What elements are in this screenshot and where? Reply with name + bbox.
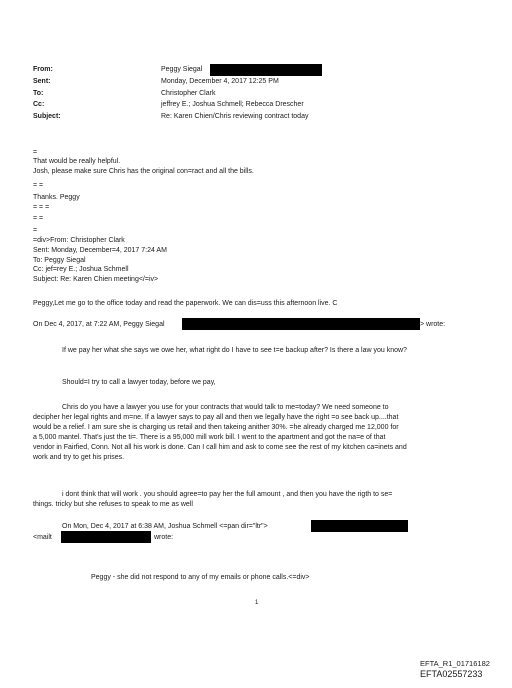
sent-label: Sent:: [33, 78, 51, 85]
reply-line: Peggy - she did not respond to any of my emails or phone calls.<=div>: [91, 574, 310, 581]
sent-value: Monday, December 4, 2017 12:25 PM: [161, 78, 279, 85]
reply-line: i dont think that will work . you should agree=to pay her the full amount , and then you have the rigth to se=: [62, 491, 393, 498]
redaction-block: [182, 318, 420, 330]
quote-header-end: > wrote:: [420, 321, 446, 328]
reply-line: things. tricky but she refuses to speak to me as well: [33, 501, 193, 508]
redaction-block: [61, 531, 151, 543]
bates-number-1: EFTA_R1_01716182: [420, 659, 490, 668]
body-line: = =: [33, 215, 44, 222]
body-line: Josh, please make sure Chris has the original con=ract and all the bills.: [33, 168, 254, 175]
mailto-suffix: wrote:: [154, 534, 174, 541]
body-line: Cc: jef=rey E.; Joshua Schmell: [33, 266, 129, 273]
body-line: Peggy,Let me go to the office today and read the paperwork. We can dis=uss this afternoon live. C: [33, 300, 338, 307]
subject-label: Subject:: [33, 113, 61, 120]
reply-header: On Mon, Dec 4, 2017 at 6:38 AM, Joshua Schmell <=pan dir="ltr">: [62, 523, 268, 530]
body-line: That would be really helpful.: [33, 158, 121, 165]
body-line: To: Peggy Siegal: [33, 257, 86, 264]
quote-line: If we pay her what she says we owe her, what right do I have to see t=e backup after? Is there a law you know?: [62, 347, 407, 354]
quote-line: decipher her legal rights and m=ne. If a lawyer says to pay all and then we legally have the right =o see back up....that: [33, 414, 399, 421]
body-line: Sent: Monday, December=4, 2017 7:24 AM: [33, 247, 167, 254]
quote-line: work and try to get his prises.: [33, 454, 125, 461]
body-line: =div>From: Christopher Clark: [33, 237, 125, 244]
from-label: From:: [33, 66, 53, 73]
quote-line: would be a relief. I am sure she is charging us retail and then takeing anither 30%. =he already charged me 12,000 for: [33, 424, 399, 431]
body-line: Thanks. Peggy: [33, 194, 80, 201]
quote-header: On Dec 4, 2017, at 7:22 AM, Peggy Siegal: [33, 321, 165, 328]
from-value: Peggy Siegal: [161, 66, 203, 73]
redaction-block: [311, 520, 408, 532]
quote-line: Should=I try to call a lawyer today, before we pay,: [62, 379, 216, 386]
body-line: =: [33, 227, 38, 234]
to-label: To:: [33, 90, 44, 97]
body-line: =: [33, 149, 38, 156]
body-line: = =: [33, 182, 44, 189]
quote-line: vendor in Fairfied, Conn. Not all his work is done. Can I call him and ask to come see the rest of my kitchen ca=inets and: [33, 444, 407, 451]
bates-number-2: EFTA02557233: [420, 669, 483, 679]
quote-line: a 5,000 mantel. That's just the ti=. There is a 95,000 mill work bill. I went to the apartment and got the na=e of that: [33, 434, 386, 441]
cc-value: jeffrey E.; Joshua Schmell; Rebecca Drescher: [161, 101, 304, 108]
body-line: Subject: Re: Karen Chien meeting</=iv>: [33, 276, 159, 283]
body-line: = = =: [33, 204, 50, 211]
mailto-prefix: <mailt: [33, 534, 52, 541]
page-number: 1: [255, 600, 259, 606]
subject-value: Re: Karen Chien/Chris reviewing contract today: [161, 113, 309, 120]
to-value: Christopher Clark: [161, 90, 216, 97]
redaction-block: [210, 64, 322, 76]
quote-line: Chris do you have a lawyer you use for your contracts that would talk to me=today? We need someone to: [62, 404, 389, 411]
cc-label: Cc:: [33, 101, 45, 108]
